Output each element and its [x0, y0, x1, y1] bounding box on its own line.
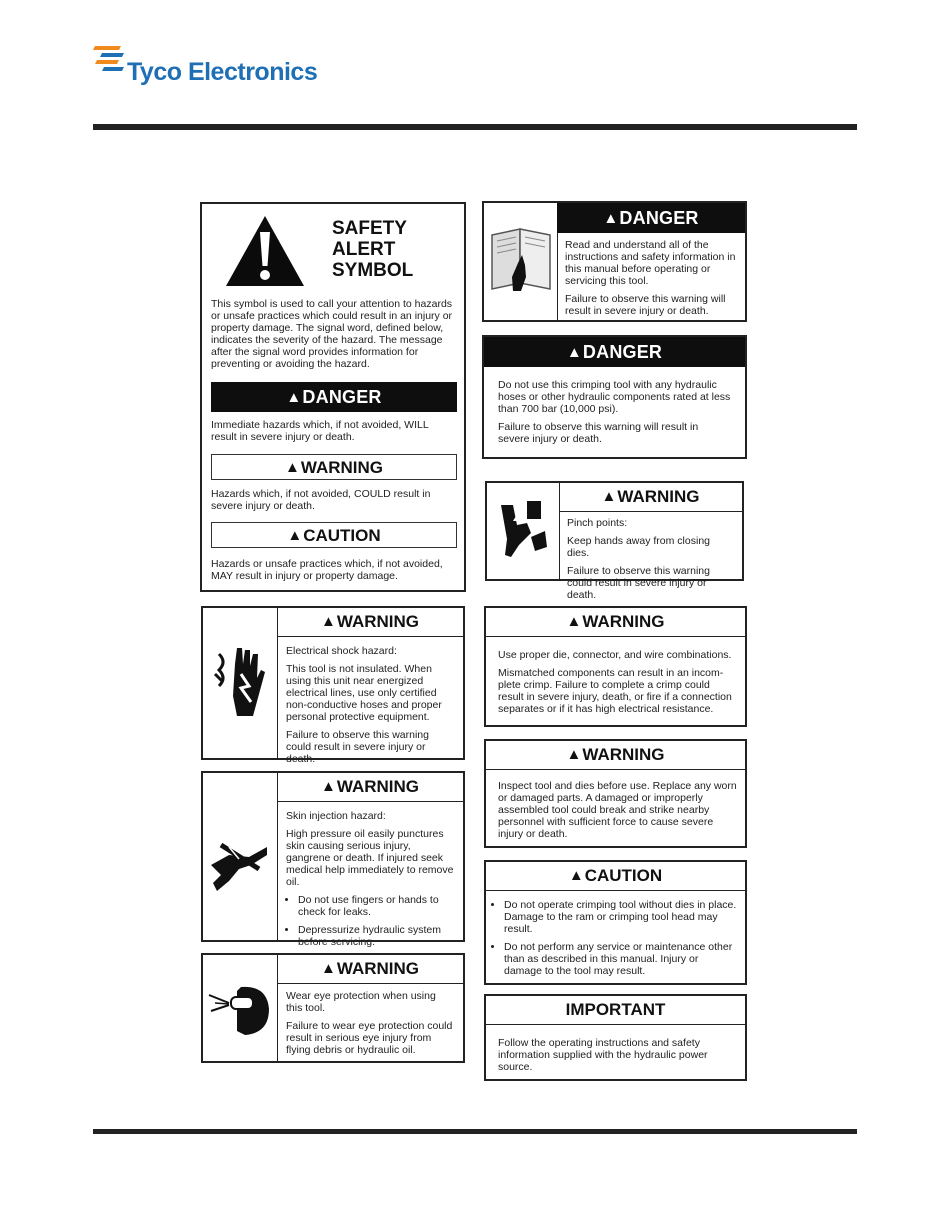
read-manual-icon-cell	[484, 203, 558, 320]
read-manual-danger-panel	[482, 201, 747, 322]
danger-header: ▲DANGER	[557, 203, 745, 233]
important-text: Follow the operating instructions and safety information supplied with the hydraulic power source.	[498, 1037, 708, 1073]
inspect-tool-text: Inspect tool and dies before use. Replace any worn or damaged parts. A damaged or improperly assembled tool could break and strike nearby personnel with sufficient force to cause severe injury or death.	[498, 780, 737, 840]
electrical-shock-warning-panel	[201, 606, 465, 765]
caution-badge: ▲CAUTION	[211, 522, 457, 548]
warning-header: ▲WARNING	[486, 608, 745, 637]
pinch-hand-icon	[497, 497, 549, 563]
caution-dies-panel	[484, 860, 747, 985]
caution-dies-text: • Do not operate crimping tool without dies in place. Damage to the ram or crimping tool head may result. • Do not perform any service or maintenance other than as described in this manual. Injury or damage to the tool may result.	[486, 891, 745, 977]
hydraulic-hoses-text: Do not use this crimping tool with any hydraulic hoses or other hydraulic components rated at less than 700 bar (10,000 psi). Failure to observe this warning will result in severe injury or death.	[498, 379, 731, 445]
pinch-points-body	[559, 483, 742, 601]
read-manual-body	[557, 203, 745, 320]
skin-injection-body	[277, 773, 463, 948]
danger-definition: Immediate hazards which, if not avoided, WILL result in severe injury or death.	[211, 419, 429, 443]
warning-header: ▲WARNING	[486, 741, 745, 770]
caution-definition: Hazards or unsafe practices which, if not avoided, MAY result in injury or property damage.	[211, 558, 443, 582]
eye-icon-cell	[203, 955, 278, 1061]
bottom-rule	[93, 1129, 857, 1134]
top-rule	[93, 124, 857, 130]
proper-die-text: Use proper die, connector, and wire combinations. Mismatched components can result in an incom-plete crimp. Failure to complete a crimp could result in severe injury, death, or fire if a connection separates or if it has high electrical resistance.	[498, 649, 732, 715]
warning-definition: Hazards which, if not avoided, COULD result in severe injury or death.	[211, 488, 431, 512]
skin-injection-text: Skin injection hazard: High pressure oil easily punctures skin causing serious injury, gangrene or death. If injured seek medical help immediately to remove oil. • Do not use fingers or hands to check for leaks. • Depressurize hydraulic system before servicing.	[277, 802, 463, 948]
injection-icon-cell	[203, 773, 278, 940]
warning-header: ▲WARNING	[559, 483, 742, 512]
safety-alert-panel	[200, 202, 466, 592]
tyco-logo-mark-icon	[93, 44, 125, 74]
hydraulic-hoses-danger-panel	[482, 335, 747, 459]
eye-protection-body	[277, 955, 463, 1061]
safety-alert-title: SAFETY ALERT SYMBOL	[332, 218, 414, 281]
danger-badge: ▲DANGER	[211, 382, 457, 412]
warning-badge: ▲WARNING	[211, 454, 457, 480]
danger-header: ▲DANGER	[484, 337, 745, 367]
electrical-shock-text: Electrical shock hazard: This tool is not insulated. When using this unit near energized electrical lines, use only certified non-conductive hoses and proper personal protective equipment. Failure to observe this warning could result in severe injury or death.	[286, 645, 442, 765]
read-manual-text: Read and understand all of the instructions and safety information in this manual before operating or servicing this tool. Failure to observe this warning will result in severe injury or death.	[565, 239, 736, 317]
warning-header: ▲WARNING	[277, 955, 463, 984]
eye-protection-text: Wear eye protection when using this tool. Failure to wear eye protection could result in serious eye injury from flying debris or hydraulic oil.	[286, 990, 453, 1056]
goggles-face-icon	[207, 981, 273, 1037]
important-panel	[484, 994, 747, 1081]
safety-alert-intro: This symbol is used to call your attention to hazards or unsafe practices which could result in an injury or property damage. The signal word, defined below, indicates the severity of the hazard. The message after the signal word provides information for preventing or avoiding the hazard.	[211, 298, 453, 370]
logo-text: Tyco Electronics	[127, 58, 318, 86]
warning-header: ▲WARNING	[277, 773, 463, 802]
injection-hand-icon	[209, 835, 269, 893]
important-header: IMPORTANT	[486, 996, 745, 1025]
pinch-icon-cell	[487, 483, 560, 579]
eye-protection-warning-panel	[201, 953, 465, 1063]
pinch-points-text: Pinch points: Keep hands away from closing dies. Failure to observe this warning could result in severe injury or death.	[567, 517, 710, 601]
electrical-shock-body	[277, 608, 463, 765]
proper-die-warning-panel	[484, 606, 747, 727]
caution-header: ▲CAUTION	[486, 862, 745, 891]
manual-book-icon	[490, 225, 552, 299]
shock-hand-icon	[213, 644, 269, 718]
shock-icon-cell	[203, 608, 278, 758]
warning-triangle-icon	[224, 214, 306, 288]
warning-header: ▲WARNING	[277, 608, 463, 637]
pinch-points-warning-panel	[485, 481, 744, 601]
inspect-tool-warning-panel	[484, 739, 747, 848]
skin-injection-warning-panel	[201, 771, 465, 948]
